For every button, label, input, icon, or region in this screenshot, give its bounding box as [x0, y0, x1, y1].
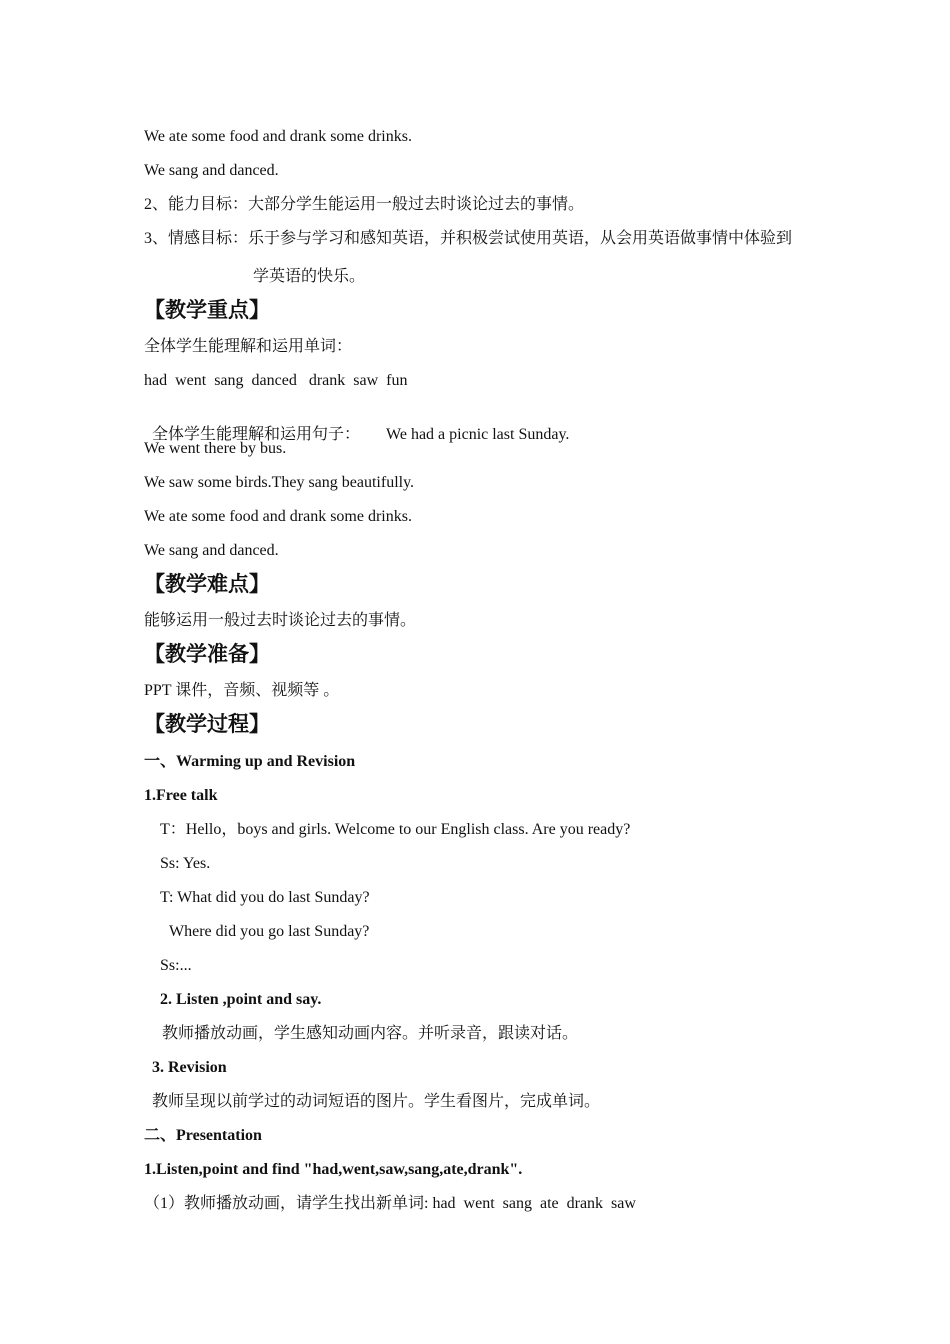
text-line: 全体学生能理解和运用单词： [144, 338, 353, 355]
step-title: 3. Revision [152, 1059, 227, 1076]
sentence-intro: 全体学生能理解和运用句子： [152, 426, 361, 443]
section-heading-difficulties: 【教学难点】 [144, 572, 270, 596]
emotion-goal: 3、情感目标：乐于参与学习和感知英语，并积极尝试使用英语，从会用英语做事情中体验到 [144, 230, 793, 247]
vocab-list: had went sang danced drank saw fun [144, 372, 408, 389]
emotion-goal-continued: 学英语的快乐。 [253, 268, 366, 285]
text-line: We sang and danced. [144, 162, 279, 179]
dialogue-line: Ss:... [160, 957, 192, 974]
text-line: We ate some food and drank some drinks. [144, 128, 412, 145]
text-line: We saw some birds.They sang beautifully. [144, 474, 415, 491]
text-line: 能够运用一般过去时谈论过去的事情。 [144, 612, 417, 629]
subsection-title: 二、Presentation [144, 1127, 262, 1144]
step-title: 1.Listen,point and find "had,went,saw,sang,ate,drank". [144, 1161, 523, 1178]
dialogue-line: Ss: Yes. [160, 855, 211, 872]
step-title: 1.Free talk [144, 787, 218, 804]
text-line: PPT 课件，音频、视频等 。 [144, 682, 340, 699]
text-line: We went there by bus. [144, 440, 287, 457]
dialogue-line: Where did you go last Sunday? [169, 923, 370, 940]
text-line: We ate some food and drank some drinks. [144, 508, 412, 525]
subsection-title: 一、Warming up and Revision [144, 753, 356, 770]
section-heading-key-points: 【教学重点】 [144, 298, 270, 322]
text-line: （1）教师播放动画，请学生找出新单词: had went sang ate drank saw [144, 1195, 636, 1212]
text-line: 教师播放动画，学生感知动画内容。并听录音，跟读对话。 [162, 1025, 579, 1042]
dialogue-line: T：Hello，boys and girls. Welcome to our English class. Are you ready? [160, 821, 631, 838]
ability-goal: 2、能力目标：大部分学生能运用一般过去时谈论过去的事情。 [144, 196, 585, 213]
step-title: 2. Listen ,point and say. [160, 991, 322, 1008]
dialogue-line: T: What did you do last Sunday? [160, 889, 370, 906]
text-line: 教师呈现以前学过的动词短语的图片。学生看图片，完成单词。 [152, 1093, 601, 1110]
section-heading-preparation: 【教学准备】 [144, 642, 270, 666]
text-line: We sang and danced. [144, 542, 279, 559]
section-heading-process: 【教学过程】 [144, 712, 270, 736]
sentence-example: We had a picnic last Sunday. [386, 426, 570, 443]
